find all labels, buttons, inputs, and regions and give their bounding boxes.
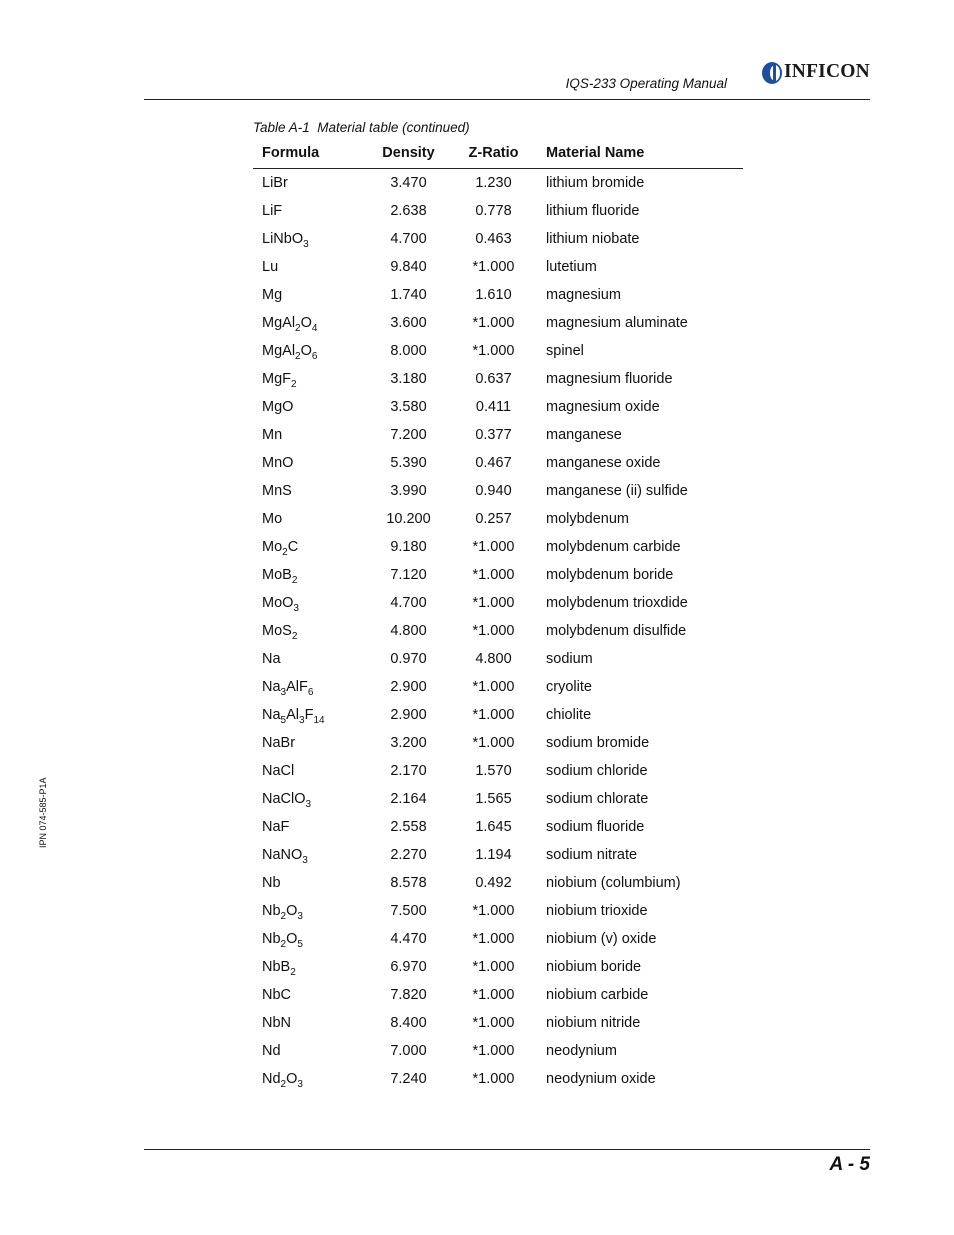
- formula-cell: [253, 393, 362, 421]
- formula-text: Na: [262, 707, 281, 723]
- formula-text: MgF: [262, 371, 291, 387]
- formula-text: Mo: [262, 539, 283, 555]
- z-ratio-cell: *1.000: [472, 1043, 515, 1059]
- formula-text: LiNbO: [262, 231, 304, 247]
- formula-text: Nb: [262, 931, 281, 947]
- formula-cell: [253, 253, 362, 281]
- material-name-cell: niobium nitride: [546, 1015, 641, 1031]
- density-cell: 3.200: [390, 735, 427, 751]
- z-ratio-cell: 0.377: [475, 427, 512, 443]
- formula-cell: [253, 309, 362, 337]
- formula-text: LiF: [262, 203, 283, 219]
- formula-subscript: 3: [303, 239, 309, 250]
- material-name-cell: sodium nitrate: [546, 847, 638, 863]
- z-ratio-cell: *1.000: [472, 343, 515, 359]
- formula-text: Na: [262, 651, 281, 667]
- column-header-density: Density: [362, 138, 455, 169]
- formula-subscript: 3: [297, 911, 303, 922]
- z-ratio-cell: *1.000: [472, 595, 515, 611]
- formula-cell: [253, 589, 362, 617]
- table-row: [253, 309, 743, 337]
- z-ratio-cell: *1.000: [472, 1015, 515, 1031]
- formula-subscript: 14: [313, 715, 325, 726]
- table-row: [253, 449, 743, 477]
- formula-subscript: 2: [280, 911, 287, 922]
- table-row: [253, 421, 743, 449]
- density-cell: 3.180: [390, 371, 427, 387]
- z-ratio-cell: 0.940: [475, 483, 512, 499]
- table-row: [253, 981, 743, 1009]
- formula-cell: [253, 897, 362, 925]
- table-row: [253, 869, 743, 897]
- table-header-row: [253, 138, 743, 169]
- density-cell: 9.180: [390, 539, 427, 555]
- material-name-cell: lithium niobate: [546, 231, 640, 247]
- formula-text: NaF: [262, 819, 290, 835]
- formula-text: AlF: [286, 679, 308, 695]
- z-ratio-cell: 1.194: [475, 847, 512, 863]
- z-ratio-cell: *1.000: [472, 315, 515, 331]
- density-cell: 7.240: [390, 1071, 427, 1087]
- formula-cell: [253, 617, 362, 645]
- z-ratio-cell: 0.463: [475, 231, 512, 247]
- z-ratio-cell: *1.000: [472, 567, 515, 583]
- formula-cell: [253, 869, 362, 897]
- material-name-cell: magnesium fluoride: [546, 371, 673, 387]
- formula-text: MgAl: [262, 315, 296, 331]
- formula-subscript: 2: [291, 575, 298, 586]
- formula-subscript: 2: [280, 939, 287, 950]
- formula-text: Na: [262, 679, 281, 695]
- z-ratio-cell: *1.000: [472, 735, 515, 751]
- formula-cell: [253, 505, 362, 533]
- formula-cell: [253, 197, 362, 225]
- z-ratio-cell: 0.257: [475, 511, 512, 527]
- formula-text: MgAl: [262, 343, 296, 359]
- formula-cell: [253, 337, 362, 365]
- formula-subscript: 3: [299, 715, 305, 726]
- density-cell: 2.900: [390, 679, 427, 695]
- material-name-cell: molybdenum boride: [546, 567, 674, 583]
- formula-subscript: 3: [302, 855, 308, 866]
- density-cell: 1.740: [390, 287, 427, 303]
- formula-text: O: [286, 931, 298, 947]
- formula-subscript: 3: [297, 1079, 303, 1090]
- formula-text: NaCl: [262, 763, 295, 779]
- formula-cell: [253, 281, 362, 309]
- density-cell: 3.470: [390, 175, 427, 191]
- density-cell: 7.000: [390, 1043, 427, 1059]
- density-cell: 2.270: [390, 847, 427, 863]
- table-row: [253, 617, 743, 645]
- material-name-cell: molybdenum disulfide: [546, 623, 687, 639]
- density-cell: 3.600: [390, 315, 427, 331]
- z-ratio-cell: 1.230: [475, 175, 512, 191]
- formula-text: C: [287, 539, 299, 555]
- formula-cell: [253, 477, 362, 505]
- z-ratio-cell: *1.000: [472, 931, 515, 947]
- formula-subscript: 6: [311, 351, 318, 362]
- table-row: [253, 281, 743, 309]
- material-name-cell: manganese oxide: [546, 455, 661, 471]
- formula-text: NaBr: [262, 735, 296, 751]
- table-row: [253, 645, 743, 673]
- z-ratio-cell: 0.411: [475, 399, 512, 415]
- formula-cell: [253, 225, 362, 253]
- table-row: [253, 561, 743, 589]
- formula-text: LiBr: [262, 175, 288, 191]
- density-cell: 10.200: [386, 511, 431, 527]
- formula-cell: [253, 701, 362, 729]
- formula-cell: [253, 673, 362, 701]
- material-name-cell: magnesium oxide: [546, 399, 660, 415]
- formula-text: NbC: [262, 987, 292, 1003]
- formula-cell: [253, 645, 362, 673]
- material-name-cell: lutetium: [546, 259, 597, 275]
- formula-text: MgO: [262, 399, 294, 415]
- density-cell: 5.390: [390, 455, 427, 471]
- formula-cell: [253, 981, 362, 1009]
- material-name-cell: sodium chloride: [546, 763, 648, 779]
- table-row: [253, 337, 743, 365]
- formula-subscript: 2: [291, 379, 297, 390]
- formula-text: O: [286, 1071, 298, 1087]
- density-cell: 9.840: [390, 259, 427, 275]
- table-row: [253, 365, 743, 393]
- density-cell: 4.470: [390, 931, 427, 947]
- formula-subscript: 2: [291, 631, 298, 642]
- formula-text: MoO: [262, 595, 294, 611]
- table-row: [253, 673, 743, 701]
- formula-cell: [253, 1037, 362, 1065]
- material-name-cell: manganese (ii) sulfide: [546, 483, 688, 499]
- page-number: A - 5: [829, 1154, 870, 1175]
- formula-subscript: 2: [290, 967, 296, 978]
- formula-subscript: 2: [295, 351, 301, 362]
- table-row: [253, 253, 743, 281]
- header-rule: [144, 99, 870, 100]
- density-cell: 3.580: [390, 399, 427, 415]
- formula-text: O: [300, 315, 312, 331]
- z-ratio-cell: *1.000: [472, 1071, 515, 1087]
- formula-text: NaClO: [262, 791, 306, 807]
- formula-text: Mo: [262, 511, 283, 527]
- table-row: [253, 813, 743, 841]
- material-name-cell: sodium fluoride: [546, 819, 645, 835]
- material-name-cell: neodynium: [546, 1043, 617, 1059]
- z-ratio-cell: *1.000: [472, 259, 515, 275]
- formula-cell: [253, 1009, 362, 1037]
- formula-text: Nb: [262, 903, 281, 919]
- density-cell: 2.170: [390, 763, 427, 779]
- footer-rule: [144, 1149, 870, 1150]
- document-part-number: IPN 074-585-P1A: [38, 777, 48, 848]
- formula-subscript: 4: [311, 323, 318, 334]
- formula-text: MoB: [262, 567, 292, 583]
- material-name-cell: magnesium aluminate: [546, 315, 688, 331]
- table-row: [253, 169, 743, 198]
- z-ratio-cell: 0.637: [475, 371, 512, 387]
- z-ratio-cell: *1.000: [472, 903, 515, 919]
- density-cell: 2.900: [390, 707, 427, 723]
- formula-text: Nd: [262, 1043, 281, 1059]
- table-row: [253, 785, 743, 813]
- z-ratio-cell: *1.000: [472, 623, 515, 639]
- formula-cell: [253, 365, 362, 393]
- material-name-cell: cryolite: [546, 679, 592, 695]
- density-cell: 0.970: [390, 651, 427, 667]
- formula-text: MnO: [262, 455, 294, 471]
- density-cell: 7.820: [390, 987, 427, 1003]
- column-header-formula: Formula: [253, 138, 362, 169]
- table-row: [253, 505, 743, 533]
- formula-subscript: 2: [280, 1079, 287, 1090]
- density-cell: 2.164: [390, 791, 427, 807]
- table-row: [253, 953, 743, 981]
- material-name-cell: manganese: [546, 427, 622, 443]
- material-name-cell: lithium fluoride: [546, 203, 640, 219]
- density-cell: 8.400: [390, 1015, 427, 1031]
- z-ratio-cell: *1.000: [472, 959, 515, 975]
- z-ratio-cell: *1.000: [472, 707, 515, 723]
- inficon-logo-icon: [760, 60, 784, 86]
- table-row: [253, 701, 743, 729]
- material-name-cell: molybdenum trioxdide: [546, 595, 688, 611]
- material-name-cell: chiolite: [546, 707, 592, 723]
- material-name-cell: sodium chlorate: [546, 791, 649, 807]
- formula-cell: [253, 1065, 362, 1093]
- table-row: [253, 393, 743, 421]
- table-row: [253, 1037, 743, 1065]
- z-ratio-cell: 0.492: [475, 875, 512, 891]
- material-name-cell: sodium bromide: [546, 735, 650, 751]
- density-cell: 6.970: [390, 959, 427, 975]
- formula-subscript: 2: [282, 547, 288, 558]
- column-header-material-name: Material Name: [532, 138, 743, 169]
- density-cell: 4.700: [390, 231, 427, 247]
- material-table: [253, 138, 743, 1093]
- formula-cell: [253, 813, 362, 841]
- formula-subscript: 5: [297, 939, 303, 950]
- formula-subscript: 6: [307, 687, 314, 698]
- table-row: [253, 477, 743, 505]
- material-name-cell: niobium boride: [546, 959, 642, 975]
- density-cell: 4.700: [390, 595, 427, 611]
- formula-text: NbN: [262, 1015, 292, 1031]
- formula-subscript: 2: [295, 323, 301, 334]
- density-cell: 2.558: [390, 819, 427, 835]
- formula-text: O: [300, 343, 312, 359]
- material-name-cell: neodynium oxide: [546, 1071, 656, 1087]
- material-name-cell: sodium: [546, 651, 593, 667]
- density-cell: 3.990: [390, 483, 427, 499]
- z-ratio-cell: 1.645: [475, 819, 512, 835]
- inficon-logo: [760, 60, 872, 86]
- density-cell: 2.638: [390, 203, 427, 219]
- formula-subscript: 3: [293, 603, 299, 614]
- formula-text: F: [304, 707, 314, 723]
- formula-text: Lu: [262, 259, 279, 275]
- table-row: [253, 533, 743, 561]
- z-ratio-cell: 1.610: [475, 287, 512, 303]
- formula-cell: [253, 533, 362, 561]
- z-ratio-cell: *1.000: [472, 539, 515, 555]
- formula-cell: [253, 449, 362, 477]
- formula-text: Mn: [262, 427, 283, 443]
- z-ratio-cell: 1.570: [475, 763, 512, 779]
- material-name-cell: molybdenum carbide: [546, 539, 681, 555]
- z-ratio-cell: 1.565: [475, 791, 512, 807]
- formula-cell: [253, 421, 362, 449]
- z-ratio-cell: 0.467: [475, 455, 512, 471]
- density-cell: 7.120: [390, 567, 427, 583]
- table-row: [253, 729, 743, 757]
- formula-text: MnS: [262, 483, 292, 499]
- formula-subscript: 3: [305, 799, 312, 810]
- formula-text: Al: [286, 707, 300, 723]
- logo-wordmark: INFICON: [784, 61, 870, 82]
- formula-cell: [253, 841, 362, 869]
- z-ratio-cell: *1.000: [472, 679, 515, 695]
- formula-text: Mg: [262, 287, 283, 303]
- density-cell: 8.578: [390, 875, 427, 891]
- z-ratio-cell: *1.000: [472, 987, 515, 1003]
- manual-title: IQS-233 Operating Manual: [565, 76, 727, 91]
- material-name-cell: magnesium: [546, 287, 621, 303]
- table-row: [253, 197, 743, 225]
- density-cell: 4.800: [390, 623, 427, 639]
- formula-cell: [253, 925, 362, 953]
- formula-text: NbB: [262, 959, 291, 975]
- table-row: [253, 897, 743, 925]
- formula-text: MoS: [262, 623, 292, 639]
- formula-cell: [253, 561, 362, 589]
- table-caption: Table A-1 Material table (continued): [253, 120, 470, 135]
- z-ratio-cell: 4.800: [475, 651, 512, 667]
- material-name-cell: spinel: [546, 343, 584, 359]
- table-row: [253, 225, 743, 253]
- formula-text: NaNO: [262, 847, 303, 863]
- formula-cell: [253, 757, 362, 785]
- material-name-cell: niobium carbide: [546, 987, 649, 1003]
- table-body: [253, 169, 743, 1094]
- material-name-cell: niobium (v) oxide: [546, 931, 657, 947]
- formula-cell: [253, 785, 362, 813]
- table-row: [253, 1065, 743, 1093]
- formula-cell: [253, 729, 362, 757]
- column-header-z-ratio: Z-Ratio: [455, 138, 532, 169]
- formula-cell: [253, 953, 362, 981]
- z-ratio-cell: 0.778: [475, 203, 512, 219]
- density-cell: 8.000: [390, 343, 427, 359]
- formula-text: Nd: [262, 1071, 281, 1087]
- material-name-cell: lithium bromide: [546, 175, 645, 191]
- formula-text: Nb: [262, 875, 281, 891]
- formula-text: O: [286, 903, 298, 919]
- table-row: [253, 589, 743, 617]
- density-cell: 7.200: [390, 427, 427, 443]
- table-row: [253, 757, 743, 785]
- material-name-cell: niobium trioxide: [546, 903, 648, 919]
- material-name-cell: niobium (columbium): [546, 875, 681, 891]
- formula-subscript: 3: [280, 687, 287, 698]
- density-cell: 7.500: [390, 903, 427, 919]
- table-row: [253, 925, 743, 953]
- table-row: [253, 1009, 743, 1037]
- material-name-cell: molybdenum: [546, 511, 630, 527]
- table-row: [253, 841, 743, 869]
- formula-cell: [253, 169, 362, 198]
- formula-subscript: 5: [280, 715, 287, 726]
